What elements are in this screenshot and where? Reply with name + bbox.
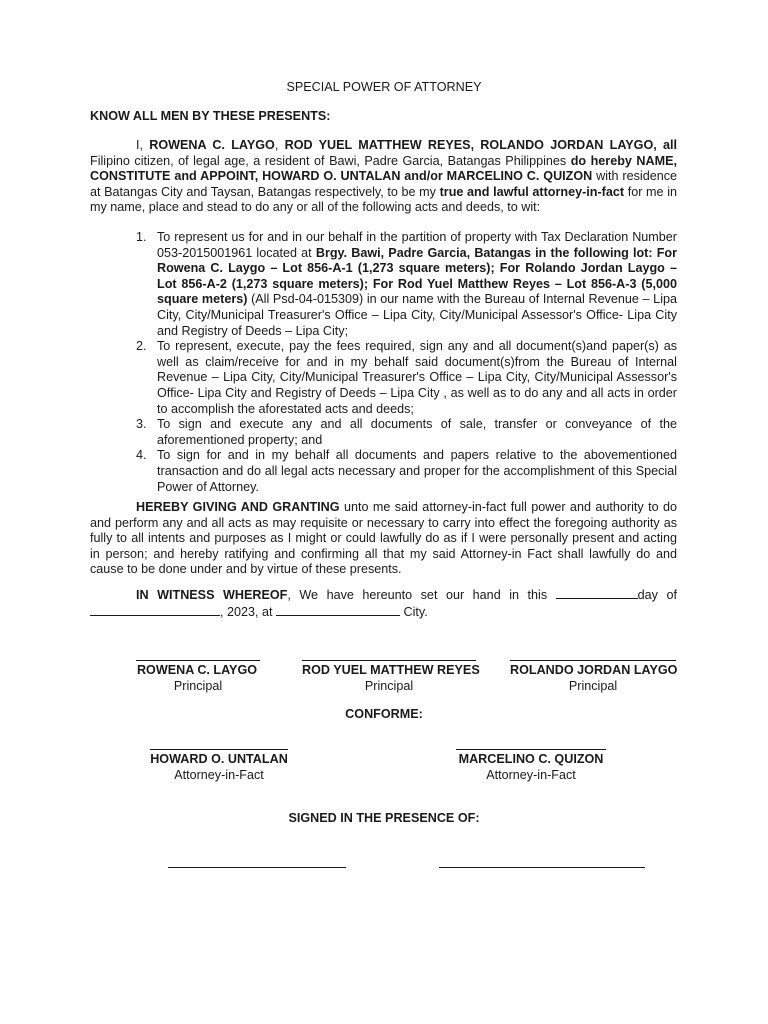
signature-line[interactable] [456,749,606,750]
presence-heading: SIGNED IN THE PRESENCE OF: [288,811,480,825]
list-item: 1. To represent us for and in our behalf in the partition of property with Tax Declaration Number 053-2015001961 located at Brgy. Bawi, Padre Garcia, Batangas in the following lot: For Rowena C. Laygo – Lot 856-A-1 (1,273 square meters); For Rolando Jordan Laygo – Lot 856-A-2 (1,273 square meters); For Rod Yuel Matthew Reyes – Lot 856-A-3 (5,000 square meters) (All Psd-04-015309) in our name with the Bureau of Internal Revenue – Lipa City, City/Municipal Treasurer's Office – Lipa City, City/Municipal Assessor's Office- Lipa City and Registry of Deeds – Lipa City; [136,230,678,338]
attorney-signature-2: MARCELINO C. QUIZON Attorney-in-Fact [452,749,610,783]
witness-signature-line-1[interactable] [168,867,346,868]
attorney-signature-1: HOWARD O. UNTALAN Attorney-in-Fact [150,749,288,783]
signature-line[interactable] [150,749,288,750]
conforme-heading: CONFORME: [345,707,423,721]
document-heading: KNOW ALL MEN BY THESE PRESENTS: [90,109,331,123]
city-blank[interactable] [276,604,400,616]
principal-signature-3: ROLANDO JORDAN LAYGO Principal [510,660,676,694]
signature-line[interactable] [302,660,476,661]
principal-signature-2: ROD YUEL MATTHEW REYES Principal [302,660,476,694]
powers-list [136,230,677,495]
intro-paragraph: I, ROWENA C. LAYGO, ROD YUEL MATTHEW REYES, ROLANDO JORDAN LAYGO, all Filipino citizen, of legal age, a resident of Bawi, Padre Garcia, Batangas Philippines do hereby NAME, CONSTITUTE and APPOINT, HOWARD O. UNTALAN and/or MARCELINO C. QUIZON with residence at Batangas City and Taysan, Batangas respectively, to be my true and lawful attorney-in-fact for me in my name, place and stead to do any or all of the following acts and deeds, to wit: [90,138,678,215]
granting-paragraph: HEREBY GIVING AND GRANTING unto me said attorney-in-fact full power and authority to do and perform any and all acts as may requisite or necessary to carry into effect the foregoing authority as fully to all intents and purposes as I might or could lawfully do as if I were personally present and acting in person; and hereby ratifying and confirming all that my said Attorney-in Fact shall lawfully do and cause to be done under and by virtue of these presents. [90,500,677,577]
witness-signature-line-2[interactable] [439,867,645,868]
document-title: SPECIAL POWER OF ATTORNEY [286,80,482,94]
principal-signature-1: ROWENA C. LAYGO Principal [136,660,260,694]
day-blank[interactable] [556,587,638,599]
signature-line[interactable] [510,660,676,661]
list-item: 3. To sign and execute any and all documents of sale, transfer or conveyance of the aforementioned property; and [136,417,677,447]
list-item: 2. To represent, execute, pay the fees required, sign any and all document(s)and paper(s) as well as claim/receive for and in my behalf said document(s)from the Bureau of Internal Revenue – Lipa City, City/Municipal Treasurer's Office – Lipa City, City/Municipal Assessor's Office- Lipa City and Registry of Deeds – Lipa City , as well as to do any and all acts in order to accomplish the aforestated acts and deeds; [136,339,677,416]
signature-line[interactable] [136,660,260,661]
witness-paragraph: IN WITNESS WHEREOF, We have hereunto set our hand in this day of , 2023, at City. [90,587,677,620]
month-blank[interactable] [90,604,220,616]
list-item: 4. To sign for and in my behalf all documents and papers relative to the abovementioned transaction and do all legal acts necessary and proper for the accomplishment of this Special Power of Attorney. [136,448,677,494]
